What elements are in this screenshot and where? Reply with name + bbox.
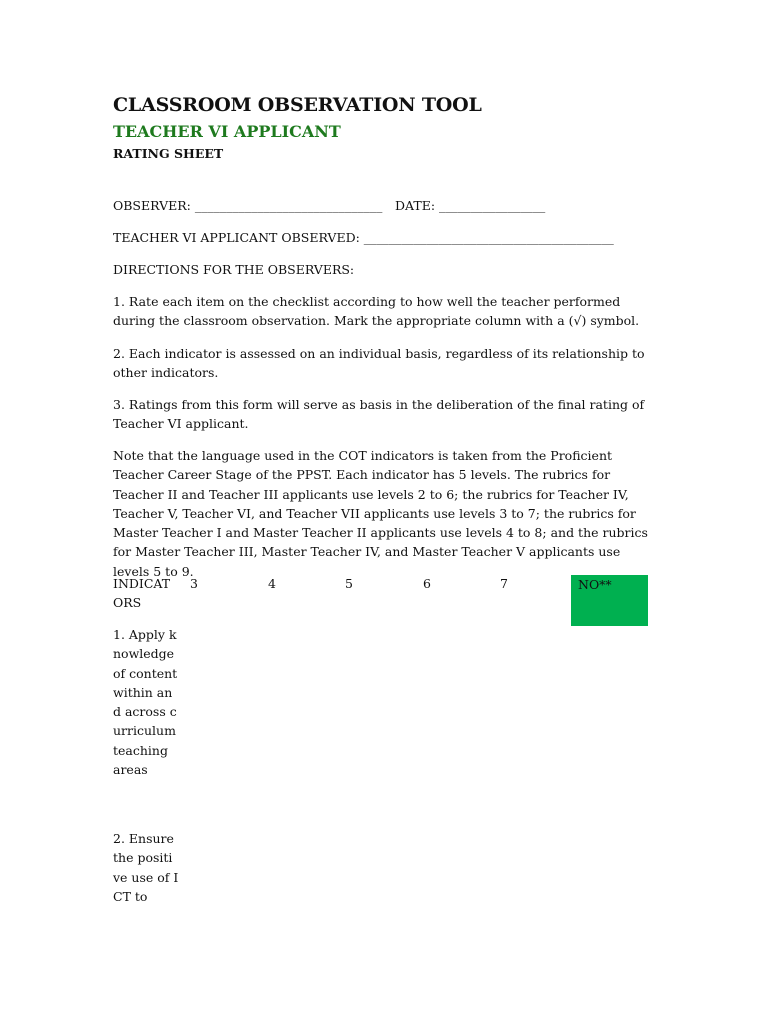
rating-sheet-label: RATING SHEET	[113, 146, 224, 161]
applicant-subtitle: TEACHER VI APPLICANT	[113, 122, 341, 141]
level-header: 4	[268, 576, 276, 591]
direction-item-3: 3. Ratings from this form will serve as basis in the deliberation of the final rating of Teacher VI applicant.	[113, 397, 645, 432]
indicator-row: 1. Apply knowledge of content within and across curriculum teaching areas	[113, 627, 178, 778]
direction-item-2: 2. Each indicator is assessed on an individual basis, regardless of its relationship to other indicators.	[113, 346, 645, 381]
indicator-row: 2. Ensure the positive use of ICT to	[113, 831, 179, 904]
levels-note: Note that the language used in the COT indicators is taken from the Proficient Teacher Career Stage of the PPST. Each indicator has 5 levels. The rubrics for Teacher II and Teacher III applicants use levels 2 to 6; the rubrics for Teacher IV, Teacher V, Teacher VI, and Teacher VII applicants use levels 3 to 7; the rubrics for Master Teacher I and Master Teacher II applicants use levels 4 to 8; and the rubrics for Master Teacher III, Master Teacher IV, and Master Teacher V applicants use levels 5 to 9.	[113, 448, 648, 579]
page-title: CLASSROOM OBSERVATION TOOL	[113, 94, 482, 116]
indicators-header: INDICATORS	[113, 576, 171, 611]
directions-heading: DIRECTIONS FOR THE OBSERVERS:	[113, 262, 355, 277]
direction-item-1: 1. Rate each item on the checklist according to how well the teacher performed during the classroom observation. Mark the appropriate column with a (√) symbol.	[113, 294, 640, 329]
level-header: 6	[423, 576, 431, 591]
no-header-label: NO**	[578, 577, 612, 592]
level-header: 7	[500, 576, 508, 591]
date-field: DATE: _________________	[395, 198, 546, 213]
level-header: 5	[345, 576, 353, 591]
observer-field: OBSERVER: ______________________________	[113, 198, 383, 213]
level-header: 3	[190, 576, 198, 591]
teacher-observed-field: TEACHER VI APPLICANT OBSERVED: ________________________________________	[113, 230, 614, 245]
no-column-header	[571, 575, 648, 626]
